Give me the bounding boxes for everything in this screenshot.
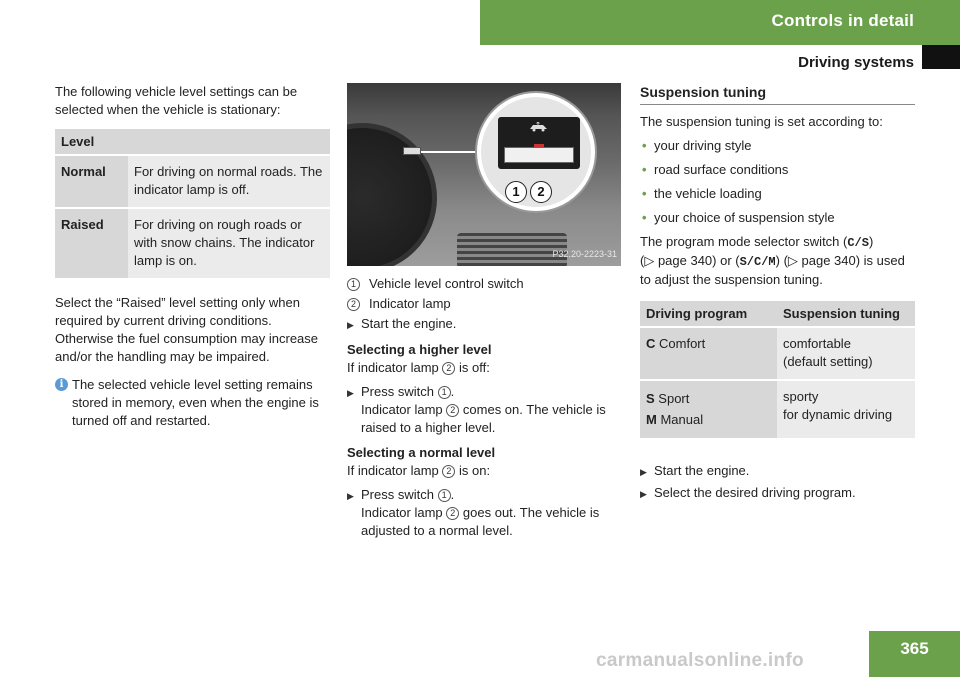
tuning-cell: comfortable (default setting) — [777, 328, 915, 381]
program-cell: S Sport M Manual — [640, 381, 777, 440]
tuning-cell: sporty for dynamic driving — [777, 381, 915, 440]
level-desc: For driving on normal roads. The indicator lamp is off. — [128, 156, 330, 209]
higher-condition: If indicator lamp 2 is off: — [347, 360, 490, 375]
step — [640, 484, 915, 503]
table-row — [640, 381, 915, 440]
callout-ref: 2 — [446, 404, 459, 417]
step-text: Select the desired driving program. — [654, 485, 856, 500]
level-name: Raised — [55, 209, 128, 280]
column-2 — [347, 83, 623, 542]
legend-number: 1 — [347, 278, 360, 291]
selector-paragraph: The program mode selector switch (C/S) (▷ page 340) or (S/C/M) (▷ page 340) is used to adjust the suspension tuning. — [640, 234, 905, 287]
column-1 — [55, 83, 330, 430]
callout-1: 1 — [505, 181, 527, 203]
callout-line — [421, 151, 485, 153]
level-switch — [403, 147, 421, 155]
suspension-heading: Suspension tuning — [640, 83, 915, 105]
callout-ref: 2 — [442, 362, 455, 375]
suspension-intro: The suspension tuning is set according to: — [640, 114, 883, 129]
level-header: Level — [55, 129, 128, 156]
dashboard-photo — [347, 83, 621, 266]
step — [640, 462, 915, 481]
legend-item — [347, 295, 623, 313]
list-item: • your driving style — [642, 138, 752, 153]
level-desc: For driving on rough roads or with snow chains. The indicator lamp is on. — [128, 209, 330, 280]
page-number: 365 — [869, 631, 960, 677]
info-note-text: The selected vehicle level setting remains stored in memory, even when the engine is turned off and restarted. — [72, 377, 319, 428]
callout-ref: 1 — [438, 386, 451, 399]
callout-ref: 2 — [446, 507, 459, 520]
step — [347, 315, 623, 334]
step-arrow-icon: ▶ — [347, 388, 354, 398]
air-vent — [457, 233, 567, 266]
raised-warning: Select the “Raised” level setting only when required by current driving conditions. Otherwise the fuel consumption may increase and/or the handling may be impaired. — [55, 295, 319, 364]
level-name: Normal — [55, 156, 128, 209]
step-text: Start the engine. — [361, 316, 457, 331]
switch-code: S/C/M — [739, 255, 776, 269]
info-icon: i — [55, 378, 68, 391]
callout-ref: 2 — [442, 465, 455, 478]
step — [347, 383, 623, 437]
section-title: Controls in detail — [771, 11, 914, 30]
step-text: Press switch 1 . Indicator lamp 2 comes on. The vehicle is raised to a higher level. — [361, 384, 606, 435]
legend-text: Vehicle level control switch — [369, 276, 524, 291]
step-arrow-icon: ▶ — [347, 491, 354, 501]
step-arrow-icon: ▶ — [640, 489, 647, 499]
step-text: Press switch 1 . Indicator lamp 2 goes out. The vehicle is adjusted to a normal level. — [361, 487, 600, 538]
callout-ref: 1 — [438, 489, 451, 502]
info-note — [55, 376, 330, 430]
program-header: Driving program — [640, 301, 777, 328]
normal-heading: Selecting a normal level — [347, 445, 496, 460]
subsection-title: Driving systems — [798, 54, 914, 71]
header-bar — [480, 0, 960, 45]
zoom-circle — [477, 93, 595, 211]
watermark: carmanualsonline.info — [596, 650, 804, 671]
suspension-table — [640, 301, 915, 440]
higher-heading: Selecting a higher level — [347, 342, 492, 357]
list-item: • your choice of suspension style — [642, 210, 835, 225]
normal-condition: If indicator lamp 2 is on: — [347, 463, 491, 478]
legend-number: 2 — [347, 298, 360, 311]
callout-2: 2 — [530, 181, 552, 203]
table-row — [640, 328, 915, 381]
legend-item — [347, 275, 623, 293]
level-intro: The following vehicle level settings can be selected when the vehicle is stationary: — [55, 84, 298, 117]
list-item: • the vehicle loading — [642, 186, 762, 201]
step — [347, 486, 623, 540]
switch-button — [504, 147, 574, 163]
list-item: • road surface conditions — [642, 162, 789, 177]
instrument-dial — [347, 123, 437, 266]
car-level-icon — [528, 122, 550, 132]
image-code: P32.20-2223-31 — [552, 249, 617, 259]
indicator-lamp — [534, 144, 544, 147]
step-arrow-icon: ▶ — [347, 320, 354, 330]
level-header-desc — [128, 129, 330, 156]
table-row — [55, 156, 330, 209]
switch-code: C/S — [847, 236, 869, 250]
table-row — [55, 209, 330, 280]
step-arrow-icon: ▶ — [640, 467, 647, 477]
header-marker — [922, 45, 960, 69]
program-cell: C Comfort — [640, 328, 777, 381]
level-table — [55, 129, 330, 280]
column-3 — [640, 83, 915, 505]
tuning-header: Suspension tuning — [777, 301, 915, 328]
legend-text: Indicator lamp — [369, 296, 451, 311]
step-text: Start the engine. — [654, 463, 750, 478]
